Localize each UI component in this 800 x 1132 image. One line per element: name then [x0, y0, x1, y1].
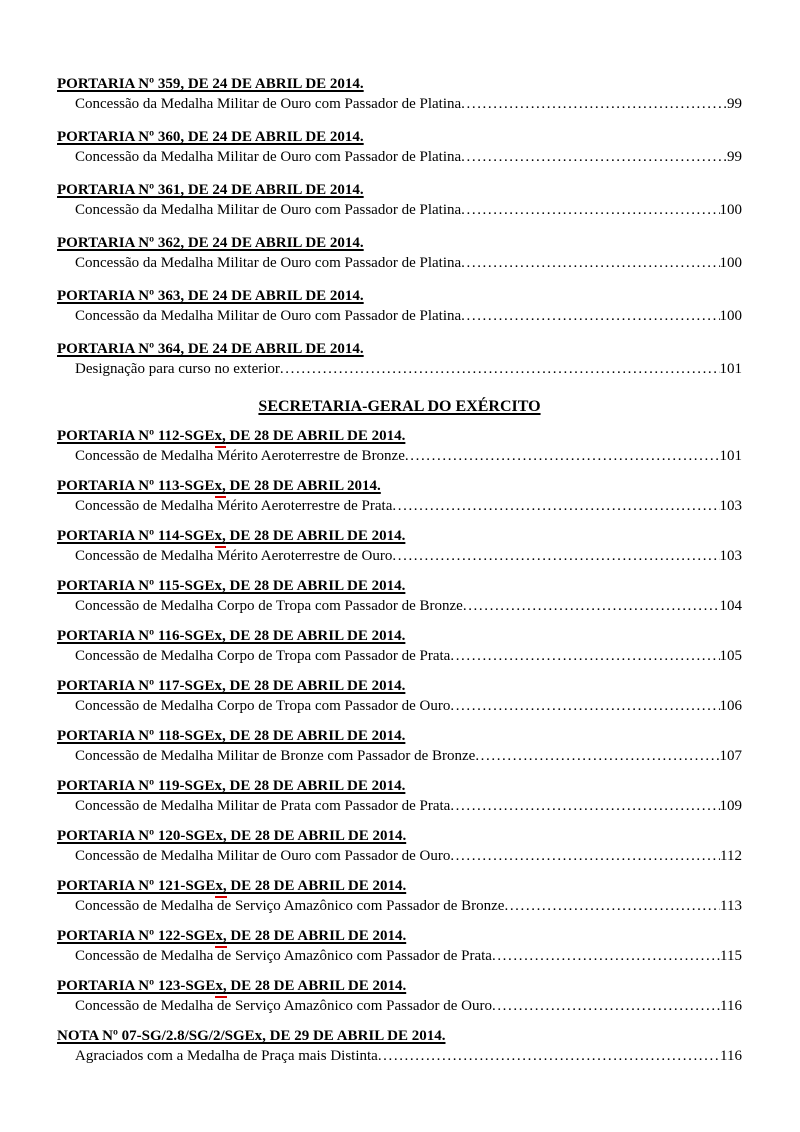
toc-entry-portaria-363: [57, 286, 742, 326]
entry-line: [57, 94, 742, 114]
toc-entry-portaria-364: [57, 339, 742, 379]
entry-description: Concessão de Medalha Mérito Aeroterrestre de Bronze: [75, 448, 405, 464]
entry-title-text: PORTARIA Nº 360, DE 24 DE ABRIL DE 2014.: [57, 129, 364, 145]
entry-page-number: 116: [720, 1048, 742, 1064]
toc-entry-portaria-113-sgex: [57, 476, 742, 516]
entry-title-text: NOTA Nº 07-SG/2.8/SG/2/SGEx, DE 29 DE ABRIL DE 2014.: [57, 1028, 446, 1044]
toc-entry-portaria-123-sgex: [57, 976, 742, 1016]
dot-leader: [392, 496, 719, 516]
dot-leader: [475, 746, 719, 766]
entry-description: Concessão de Medalha Militar de Prata com Passador de Prata: [75, 798, 451, 814]
entry-description: Concessão de Medalha Mérito Aeroterrestre de Prata: [75, 498, 393, 514]
toc-entry-portaria-118-sgex: [57, 726, 742, 766]
entry-title-text: PORTARIA Nº 364, DE 24 DE ABRIL DE 2014.: [57, 341, 364, 357]
toc-entry-portaria-121-sgex: [57, 876, 742, 916]
entry-title-text: PORTARIA Nº 122-SGE: [57, 928, 216, 944]
entry-page-number: 100: [719, 202, 742, 218]
entry-description: Concessão da Medalha Militar de Ouro com Passador de Platina: [75, 308, 462, 324]
entry-description: Concessão de Medalha de Serviço Amazônico com Passador de Ouro: [75, 998, 492, 1014]
entry-title: [57, 127, 742, 147]
entry-title-text: PORTARIA Nº 362, DE 24 DE ABRIL DE 2014.: [57, 235, 364, 251]
entry-title-text: PORTARIA Nº 361, DE 24 DE ABRIL DE 2014.: [57, 182, 364, 198]
entry-line: [57, 1046, 742, 1066]
entry-title-text: PORTARIA Nº 363, DE 24 DE ABRIL DE 2014.: [57, 288, 364, 304]
entry-line: [57, 147, 742, 167]
toc-group-ministerio: [57, 74, 742, 379]
entry-description: Concessão de Medalha de Serviço Amazônico com Passador de Prata: [75, 948, 492, 964]
entry-title-text-cont: DE 28 DE ABRIL DE 2014.: [226, 928, 407, 944]
toc-entry-portaria-359: [57, 74, 742, 114]
dot-leader: [461, 306, 719, 326]
entry-line: [57, 746, 742, 766]
entry-title-text: PORTARIA Nº 123-SGE: [57, 978, 216, 994]
entry-title: [57, 676, 742, 696]
toc-entry-portaria-115-sgex: [57, 576, 742, 616]
dot-leader: [461, 147, 727, 167]
entry-page-number: 104: [719, 598, 742, 614]
toc-entry-portaria-120-sgex: [57, 826, 742, 866]
entry-description: Concessão de Medalha Militar de Bronze com Passador de Bronze: [75, 748, 476, 764]
entry-page-number: 115: [720, 948, 742, 964]
entry-page-number: 99: [727, 96, 742, 112]
spellcheck-flagged-text: x,: [215, 878, 227, 894]
entry-description: Concessão de Medalha Corpo de Tropa com Passador de Prata: [75, 648, 451, 664]
entry-line: [57, 359, 742, 379]
entry-title-text: PORTARIA Nº 113-SGE: [57, 478, 215, 494]
entry-title: [57, 626, 742, 646]
spellcheck-flagged-text: x,: [214, 478, 226, 494]
entry-page-number: 106: [719, 698, 742, 714]
entry-description: Concessão da Medalha Militar de Ouro com Passador de Platina: [75, 149, 462, 165]
entry-page-number: 103: [719, 498, 742, 514]
entry-line: [57, 946, 742, 966]
spellcheck-flagged-text: x,: [215, 928, 227, 944]
entry-title: [57, 776, 742, 796]
toc-entry-nota-07: [57, 1026, 742, 1066]
entry-page-number: 116: [720, 998, 742, 1014]
entry-line: [57, 306, 742, 326]
section-heading-text: SECRETARIA-GERAL DO EXÉRCITO: [258, 398, 541, 415]
dot-leader: [504, 896, 720, 916]
entry-title: [57, 339, 742, 359]
entry-description: Concessão da Medalha Militar de Ouro com Passador de Platina: [75, 202, 462, 218]
entry-title: [57, 726, 742, 746]
entry-title-text: PORTARIA Nº 359, DE 24 DE ABRIL DE 2014.: [57, 76, 364, 92]
toc-entry-portaria-362: [57, 233, 742, 273]
dot-leader: [392, 546, 719, 566]
entry-line: [57, 496, 742, 516]
entry-title: [57, 926, 742, 946]
toc-group-sgex: [57, 426, 742, 1066]
entry-line: [57, 596, 742, 616]
entry-page-number: 99: [727, 149, 742, 165]
dot-leader: [492, 996, 720, 1016]
entry-title: [57, 876, 742, 896]
entry-line: [57, 546, 742, 566]
entry-line: [57, 896, 742, 916]
entry-title-text-cont: DE 28 DE ABRIL DE 2014.: [225, 528, 406, 544]
entry-page-number: 105: [719, 648, 742, 664]
entry-line: [57, 796, 742, 816]
toc-entry-portaria-114-sgex: [57, 526, 742, 566]
entry-title: [57, 976, 742, 996]
entry-title: [57, 1026, 742, 1046]
entry-line: [57, 253, 742, 273]
entry-line: [57, 646, 742, 666]
section-heading: [57, 396, 742, 417]
toc-entry-portaria-122-sgex: [57, 926, 742, 966]
entry-title-text: PORTARIA Nº 116-SGEx, DE 28 DE ABRIL DE 2014.: [57, 628, 406, 644]
entry-title: [57, 426, 742, 446]
entry-page-number: 100: [719, 255, 742, 271]
dot-leader: [378, 1046, 720, 1066]
dot-leader: [280, 359, 720, 379]
entry-title: [57, 576, 742, 596]
toc-entry-portaria-117-sgex: [57, 676, 742, 716]
entry-description: Concessão de Medalha Militar de Ouro com Passador de Ouro: [75, 848, 451, 864]
entry-description: Concessão da Medalha Militar de Ouro com Passador de Platina: [75, 255, 462, 271]
entry-description: Concessão da Medalha Militar de Ouro com Passador de Platina: [75, 96, 462, 112]
entry-line: [57, 996, 742, 1016]
entry-description: Designação para curso no exterior: [75, 361, 280, 377]
entry-title-text: PORTARIA Nº 121-SGE: [57, 878, 216, 894]
entry-title-text: PORTARIA Nº 117-SGEx, DE 28 DE ABRIL DE 2014.: [57, 678, 406, 694]
entry-title-text: PORTARIA Nº 118-SGEx, DE 28 DE ABRIL DE 2014.: [57, 728, 406, 744]
entry-title: [57, 526, 742, 546]
dot-leader: [461, 94, 727, 114]
dot-leader: [461, 200, 719, 220]
entry-line: [57, 846, 742, 866]
entry-page-number: 109: [719, 798, 742, 814]
entry-title-text: PORTARIA Nº 114-SGE: [57, 528, 215, 544]
entry-title: [57, 74, 742, 94]
entry-page-number: 113: [720, 898, 742, 914]
entry-title: [57, 180, 742, 200]
entry-line: [57, 696, 742, 716]
dot-leader: [450, 796, 719, 816]
dot-leader: [450, 696, 719, 716]
entry-title-text: PORTARIA Nº 120-SGEx, DE 28 DE ABRIL DE 2014.: [57, 828, 407, 844]
entry-title-text: PORTARIA Nº 112-SGE: [57, 428, 215, 444]
toc-entry-portaria-116-sgex: [57, 626, 742, 666]
entry-line: [57, 446, 742, 466]
spellcheck-flagged-text: x,: [215, 978, 227, 994]
dot-leader: [405, 446, 720, 466]
entry-page-number: 107: [719, 748, 742, 764]
toc-entry-portaria-361: [57, 180, 742, 220]
entry-title-text-cont: DE 28 DE ABRIL DE 2014.: [226, 978, 407, 994]
entry-page-number: 101: [719, 361, 742, 377]
toc-entry-portaria-112-sgex: [57, 426, 742, 466]
toc-entry-portaria-360: [57, 127, 742, 167]
entry-description: Concessão de Medalha Corpo de Tropa com Passador de Bronze: [75, 598, 463, 614]
entry-page-number: 112: [720, 848, 742, 864]
entry-description: Concessão de Medalha Mérito Aeroterrestre de Ouro: [75, 548, 393, 564]
dot-leader: [450, 846, 720, 866]
spellcheck-flagged-text: x,: [214, 428, 226, 444]
toc-entry-portaria-119-sgex: [57, 776, 742, 816]
dot-leader: [461, 253, 719, 273]
entry-page-number: 103: [719, 548, 742, 564]
entry-page-number: 100: [719, 308, 742, 324]
entry-title-text-cont: DE 28 DE ABRIL DE 2014.: [225, 428, 406, 444]
entry-title: [57, 233, 742, 253]
entry-title: [57, 826, 742, 846]
entry-title-text: PORTARIA Nº 119-SGEx, DE 28 DE ABRIL DE 2014.: [57, 778, 406, 794]
entry-title-text-cont: DE 28 DE ABRIL DE 2014.: [226, 878, 407, 894]
entry-description: Concessão de Medalha de Serviço Amazônico com Passador de Bronze: [75, 898, 505, 914]
entry-page-number: 101: [719, 448, 742, 464]
dot-leader: [492, 946, 720, 966]
entry-title: [57, 476, 742, 496]
entry-title-text: PORTARIA Nº 115-SGEx, DE 28 DE ABRIL DE 2014.: [57, 578, 406, 594]
dot-leader: [450, 646, 719, 666]
spellcheck-flagged-text: x,: [214, 528, 226, 544]
entry-line: [57, 200, 742, 220]
entry-description: Agraciados com a Medalha de Praça mais Distinta: [75, 1048, 378, 1064]
entry-title-text-cont: DE 28 DE ABRIL 2014.: [225, 478, 381, 494]
dot-leader: [463, 596, 720, 616]
entry-title: [57, 286, 742, 306]
entry-description: Concessão de Medalha Corpo de Tropa com Passador de Ouro: [75, 698, 451, 714]
